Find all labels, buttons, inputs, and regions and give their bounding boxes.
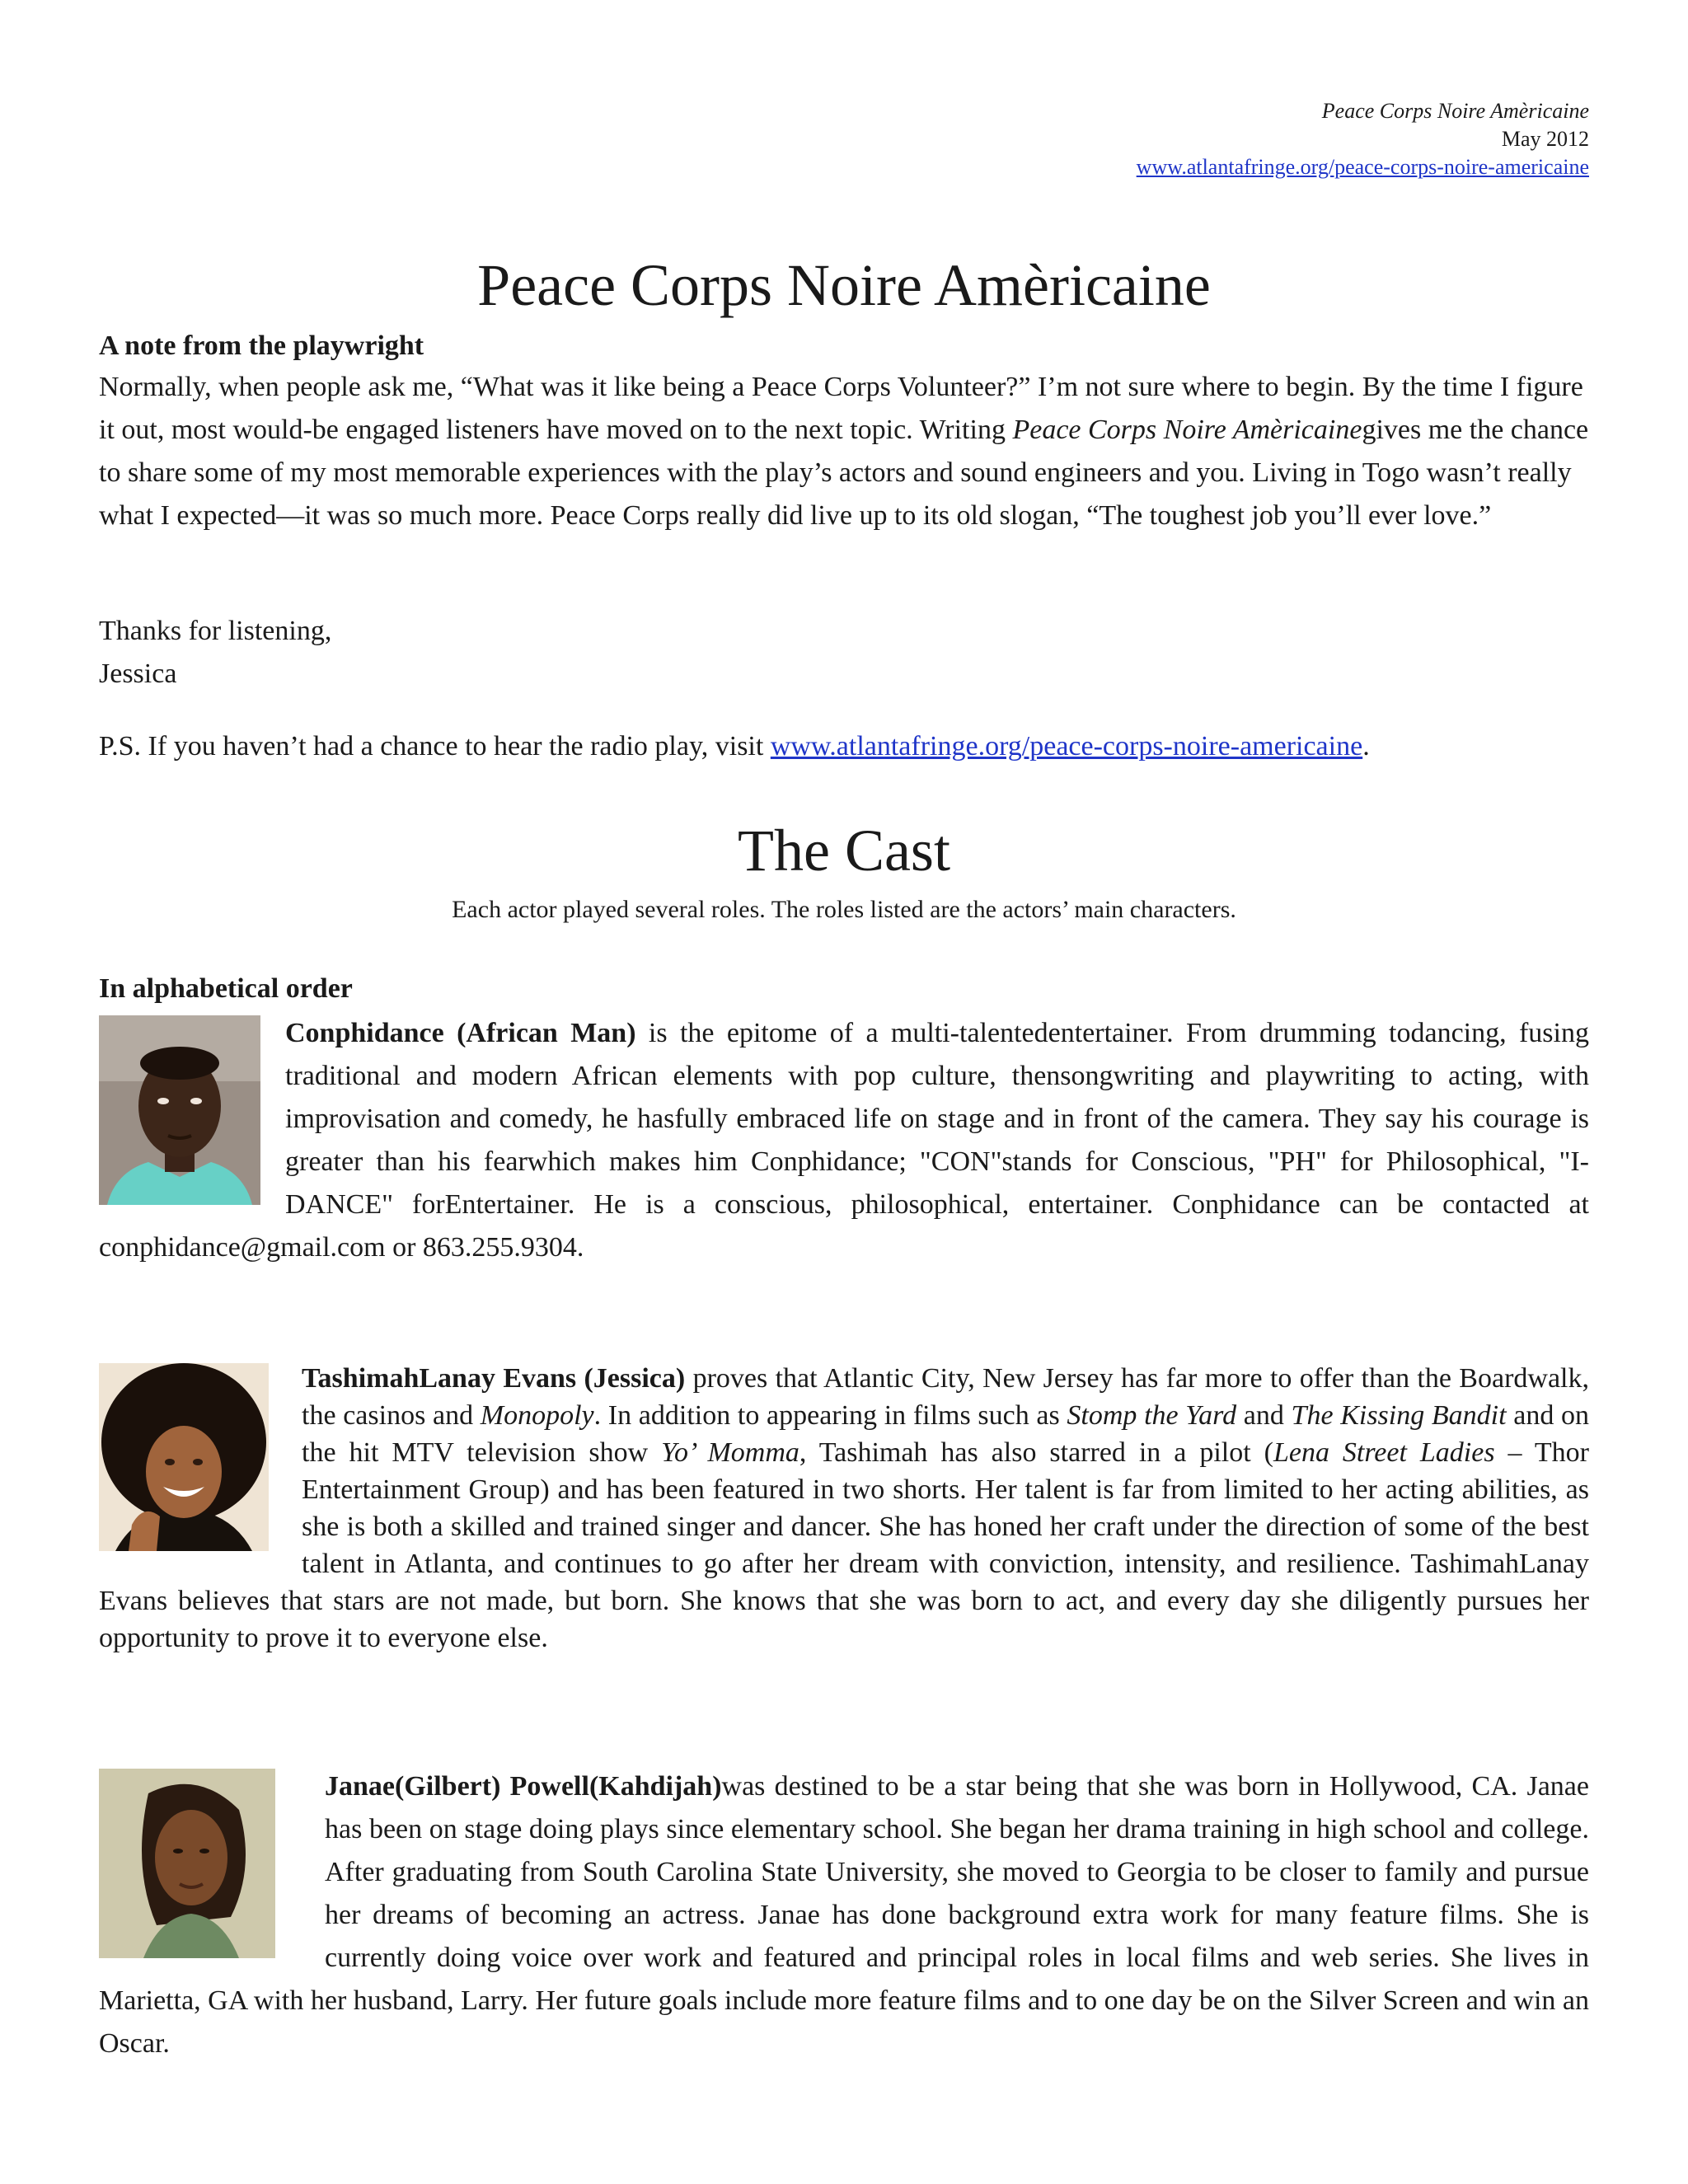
evans-name: TashimahLanay Evans (Jessica) [302,1363,686,1394]
header-meta [1137,97,1589,181]
evans-bio-kissing-bandit: The Kissing Bandit [1291,1400,1507,1431]
note-paragraph [99,366,1589,537]
powell-photo [99,1769,275,1958]
header-url-link[interactable]: www.atlantafringe.org/peace-corps-noire-americaine [1136,155,1589,179]
cast-member-powell [99,1765,1589,2065]
evans-bio-3: and [1236,1400,1292,1431]
header-title: Peace Corps Noire Amèricaine [1321,99,1589,123]
note-signature: Jessica [99,658,177,689]
conphidance-name: Conphidance (African Man) [285,1018,636,1048]
cast-title: The Cast [738,818,950,883]
note-text-a: Normally, when people ask me, “What was it like being a Peace Corps Volunteer?” I’m not sure where to begin. By the time I figure it out, most would-be engaged listeners have moved on to the next topic. Writing [99,372,1583,445]
cast-subtitle: Each actor played several roles. The roles listed are the actors’ main characters. [452,896,1236,923]
evans-bio-5: , Tashimah has also starred in a pilot ( [799,1437,1273,1468]
page-title: Peace Corps Noire Amèricaine [477,252,1211,318]
evans-bio-monopoly: Monopoly [480,1400,594,1431]
note-thanks: Thanks for listening, [99,616,332,646]
evans-bio-2: . In addition to appearing in films such as [593,1400,1067,1431]
note-text-b: gives me the chance to share some of my most memorable experiences with the play’s actors and sound engineers and you. Living in Togo wasn’t really what I expected—it was so much more. Peace Corps really did live up to its old slogan, “The toughest job you’ll ever love.” [99,415,1589,531]
conphidance-bio: is the epitome of a multi-talentedentertainer. From drumming todancing, fusing traditional and modern African elements with pop culture, thensongwriting and playwriting to acting, with improvisation and comedy, he hasfully embraced life on stage and in front of the camera. They say his courage is greater than his fearwhich makes him Conphidance; "CON"stands for Conscious, "PH" for Philosophical, "I-DANCE" forEntertainer. He is a conscious, philosophical, entertainer. Conphidance can be contacted at conphidance@gmail.com or 863.255.9304. [99,1018,1589,1263]
note-signoff [99,610,1589,696]
header-date: May 2012 [1501,127,1589,151]
evans-photo [99,1363,269,1551]
note-ps [99,725,1589,768]
ps-link[interactable]: www.atlantafringe.org/peace-corps-noire-americaine [770,731,1363,762]
note-play-title: Peace Corps Noire Amèricaine [1012,415,1362,445]
evans-bio-stomp: Stomp the Yard [1067,1400,1237,1431]
evans-bio-1: proves that Atlantic City, New Jersey has far more to offer than the Boardwalk, the casinos and [302,1363,1589,1431]
ps-end: . [1362,731,1370,762]
powell-name: Janae(Gilbert) Powell(Kahdijah) [325,1771,722,1802]
evans-bio-lena-street: Lena Street Ladies [1273,1437,1495,1468]
powell-bio: was destined to be a star being that she was born in Hollywood, CA. Janae has been on stage doing plays since elementary school. She began her drama training in high school and college. After graduating from South Carolina State University, she moved to Georgia to be closer to family and pursue her dreams of becoming an actress. Janae has done background extra work for many feature films. She is currently doing voice over work and featured and principal roles in local films and web series. She lives in Marietta, GA with her husband, Larry. Her future goals include more feature films and to one day be on the Silver Screen and win an Oscar. [99,1771,1589,2059]
ps-text: P.S. If you haven’t had a chance to hear the radio play, visit [99,731,771,762]
note-heading: A note from the playwright [99,330,424,361]
conphidance-photo [99,1015,260,1205]
evans-bio-yo-momma: Yo’ Momma [661,1437,799,1468]
order-heading: In alphabetical order [99,973,353,1004]
cast-member-evans [99,1360,1589,1657]
evans-bio-4: and on the hit MTV television show [302,1400,1590,1468]
cast-member-conphidance [99,1012,1589,1269]
evans-bio-6: – Thor Entertainment Group) and has been featured in two shorts. Her talent is far from limited to her acting abilities, as she is both a skilled and trained singer and dancer. She has honed her craft under the direction of some of the best talent in Atlanta, and continues to go after her dream with conviction, intensity, and resilience. TashimahLanay Evans believes that stars are not made, but born. She knows that she was born to act, and every day she diligently pursues her opportunity to prove it to everyone else. [99,1437,1589,1653]
